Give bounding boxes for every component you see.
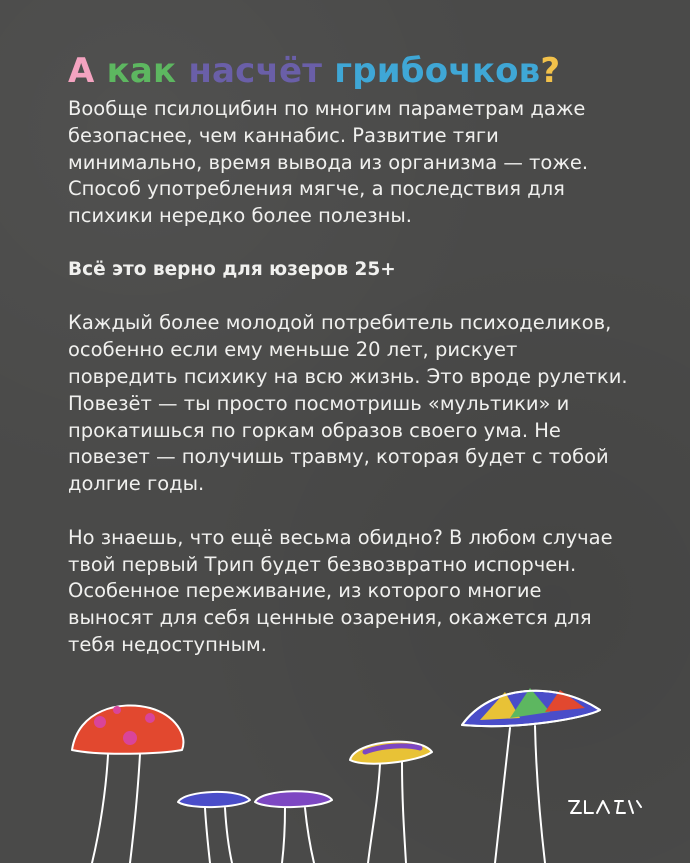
mushroom-striped-icon <box>350 742 432 863</box>
mushroom-blue-icon <box>178 792 250 863</box>
title-question-mark: ? <box>540 51 561 91</box>
title-space <box>322 51 334 91</box>
title-word: грибочков <box>334 51 541 91</box>
paragraph-risk: Каждый более молодой потребитель психоделиков, особенно если ему меньше 20 лет, рискует повредить психику на всю жизнь. Это вроде рулетки. Повезёт — ты просто посмотришь «мультики» и прокатишься по горкам образов своего ума. Не повезет — получишь травму, которая будет с тобой долгие годы. <box>68 311 628 496</box>
content-block <box>68 50 628 659</box>
title-word: как <box>106 51 177 91</box>
paragraph-intro: Вообще псилоцибин по многим параметрам даже безопаснее, чем каннабис. Развитие тяги минимально, время вывода из организма — тоже. Способ употребления мягче, а последствия для психики нередко более полезны. <box>68 97 589 228</box>
brand-logo <box>567 797 643 817</box>
title-space <box>176 51 188 91</box>
mushroom-rainbow-icon <box>462 688 600 863</box>
title-word: насчёт <box>188 51 323 91</box>
paragraph-age-note: Всё это верно для юзеров 25+ <box>68 258 396 280</box>
page-title <box>68 50 628 92</box>
mushroom-illustration <box>0 680 690 863</box>
title-space <box>95 51 107 91</box>
mushroom-red-icon <box>72 705 183 863</box>
mushroom-purple-icon <box>255 791 332 863</box>
title-word: А <box>68 51 95 91</box>
paragraph-first-trip: Но знаешь, что ещё весьма обидно? В любом случае твой первый Трип будет безвозвратно испорчен. Особенное переживание, из которого многие выносят для себя ценные озарения, окажется для тебя недоступным. <box>68 525 613 656</box>
